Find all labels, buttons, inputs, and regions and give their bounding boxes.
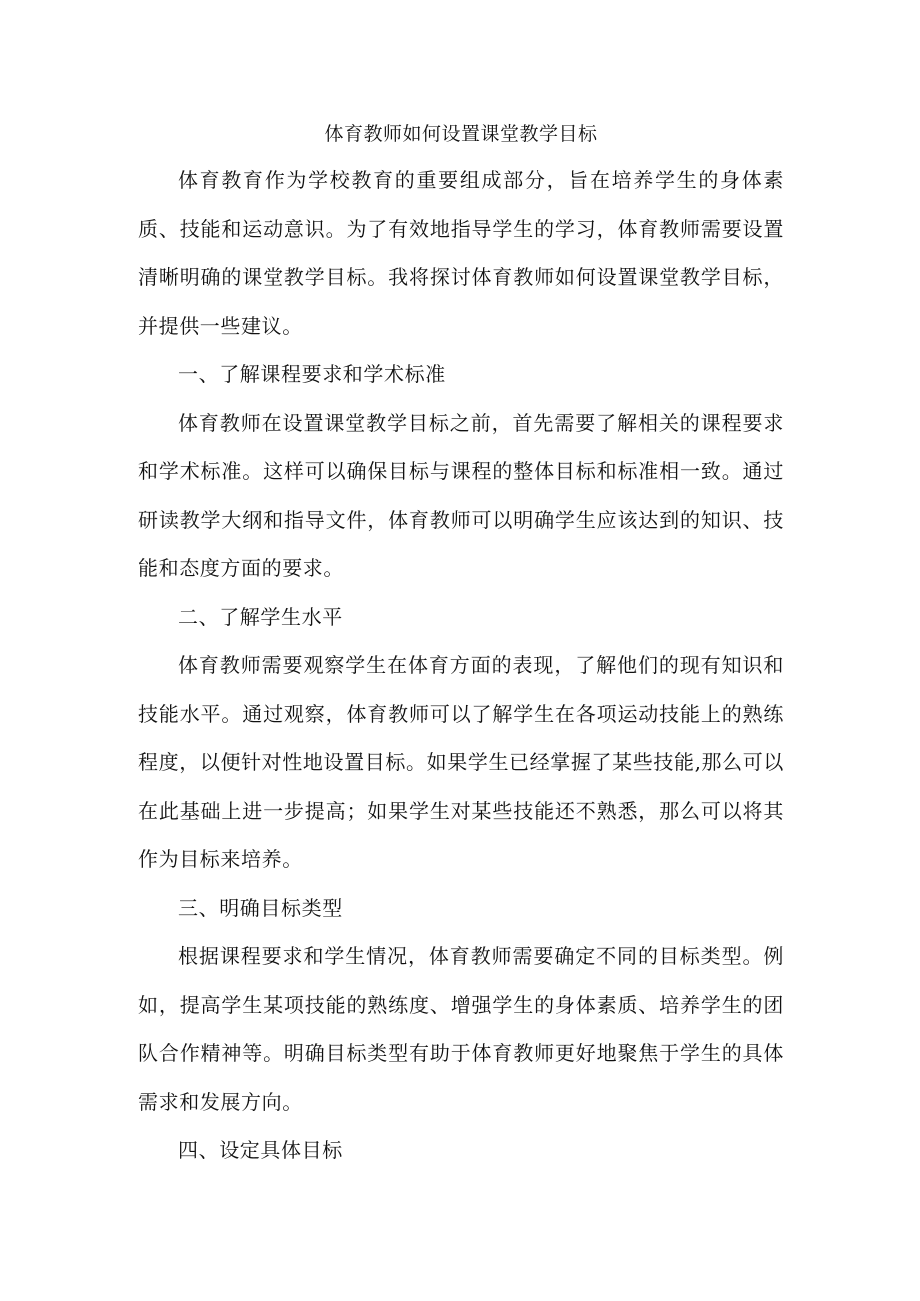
section-body-3: 根据课程要求和学生情况，体育教师需要确定不同的目标类型。例如，提高学生某项技能的熟练度、增强学生的身体素质、培养学生的团队合作精神等。明确目标类型有助于体育教师更好地聚焦于学生的具体需求和发展方向。 [138,944,784,1114]
document-body [138,118,784,1175]
section-heading-2: 二、了解学生水平 [178,604,343,629]
section-heading-1: 一、了解课程要求和学术标准 [178,362,446,386]
section-body-1: 体育教师在设置课堂教学目标之前，首先需要了解相关的课程要求和学术标准。这样可以确保目标与课程的整体目标和标准相一致。通过研读教学大纲和指导文件，体育教师可以明确学生应该达到的知识、技能和态度方面的要求。 [138,410,784,580]
document-title: 体育教师如何设置课堂教学目标 [324,123,598,145]
section-heading-3: 三、明确目标类型 [178,895,343,920]
section-body-2: 体育教师需要观察学生在体育方面的表现，了解他们的现有知识和技能水平。通过观察，体育教师可以了解学生在各项运动技能上的熟练程度，以便针对性地设置目标。如果学生已经掌握了某些技能,那么可以在此基础上进一步提高；如果学生对某些技能还不熟悉，那么可以将其作为目标来培养。 [138,653,784,871]
section-heading-4: 四、设定具体目标 [178,1138,343,1162]
intro-paragraph: 体育教育作为学校教育的重要组成部分，旨在培养学生的身体素质、技能和运动意识。为了有效地指导学生的学习，体育教师需要设置清晰明确的课堂教学目标。我将探讨体育教师如何设置课堂教学目标，并提供一些建议。 [138,168,784,338]
